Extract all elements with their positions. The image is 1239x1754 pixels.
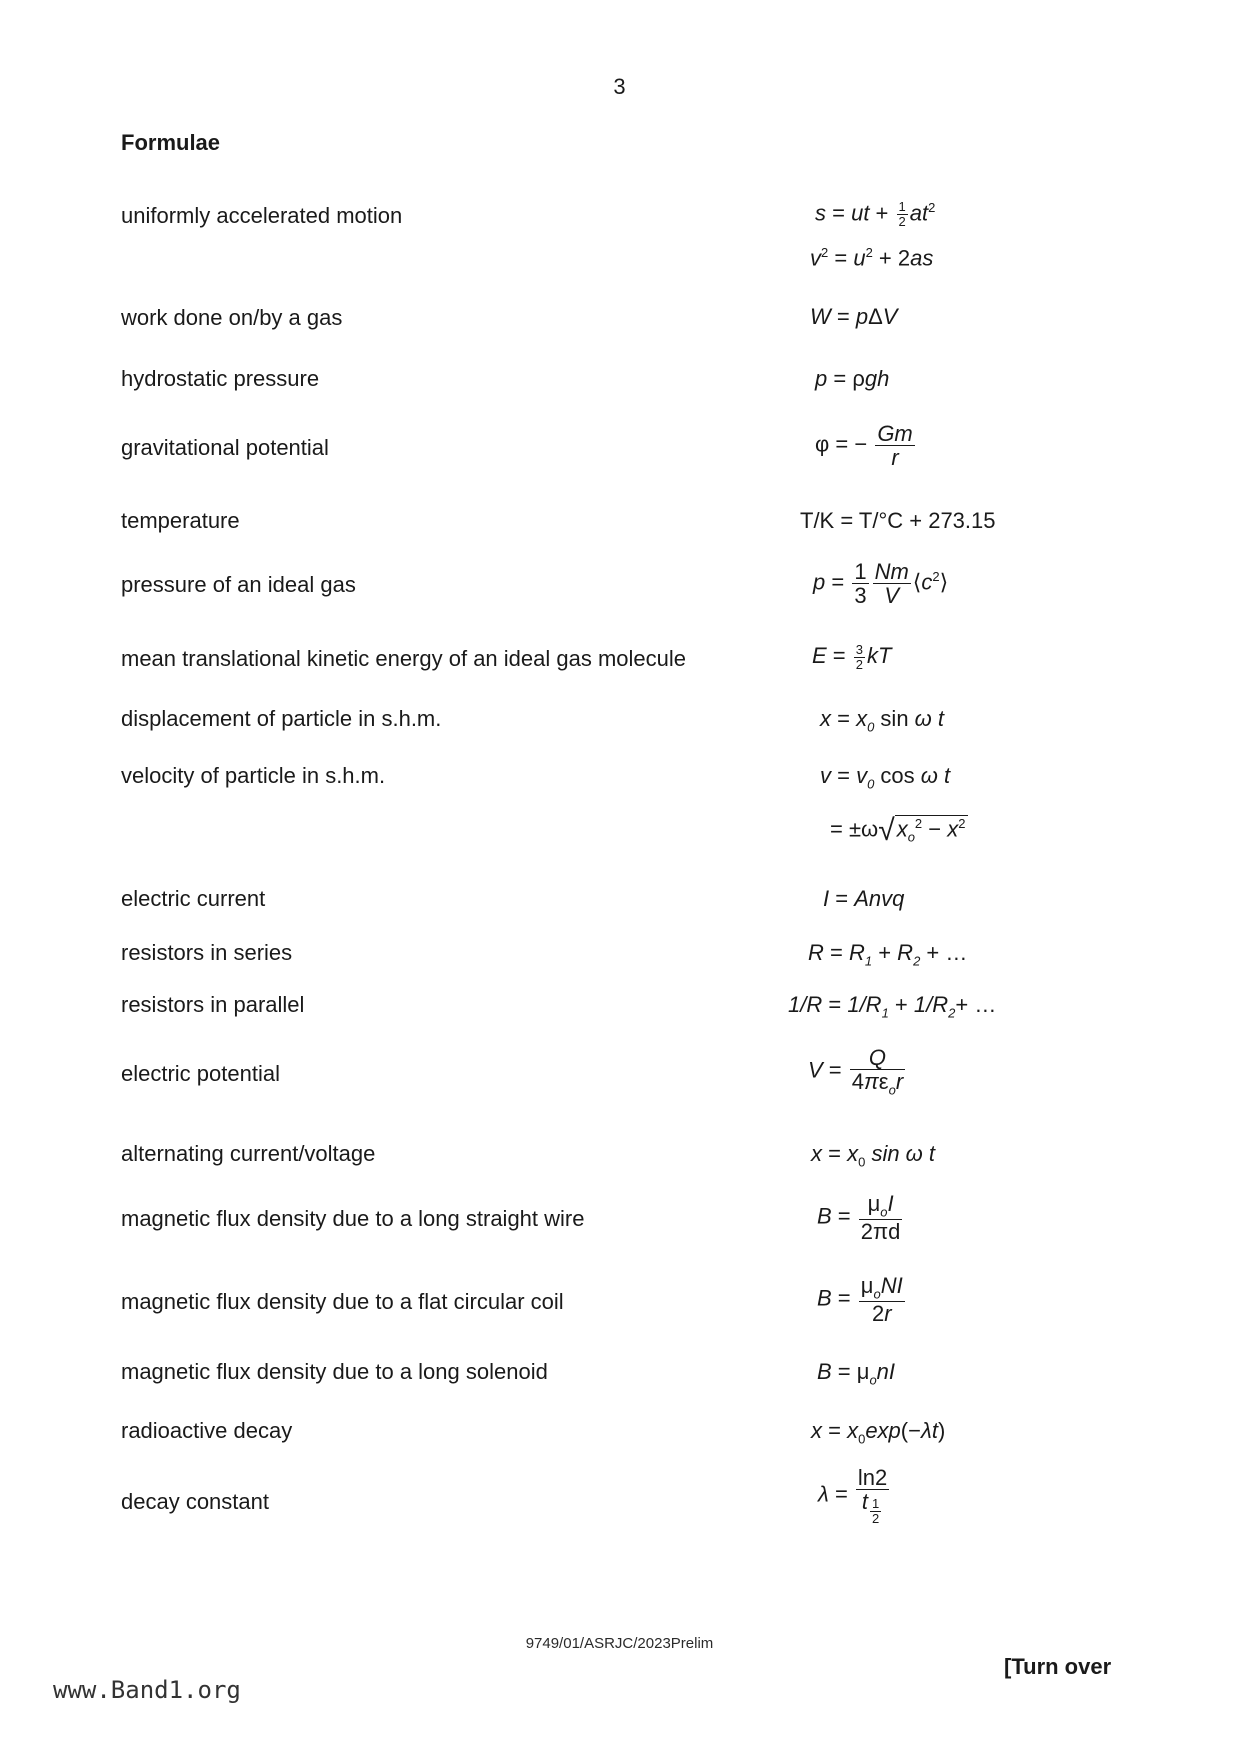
formula-v-squared: $v^2 = u^2 + 2as$ — [810, 245, 934, 271]
formula-hydrostatic: p = ρgh — [815, 366, 890, 391]
label-resistors-parallel: resistors in parallel — [121, 992, 305, 1017]
label-resistors-series: resistors in series — [121, 940, 293, 965]
half-life-sub-num: 1 — [872, 1495, 880, 1511]
label-displacement-shm: displacement of particle in s.h.m. — [121, 706, 442, 731]
label-velocity-shm: velocity of particle in s.h.m. — [121, 763, 386, 788]
formula-resistors-parallel: $1/R = 1/R_1 + 1/R_2+$ … — [788, 992, 997, 1021]
formula-velocity-shm: $v = v_0$ cos ω t — [820, 763, 951, 792]
formula-alternating-current: $x = x_0$ sin ω t — [811, 1141, 936, 1170]
formula-temperature: T/K = T/°C + 273.15 — [800, 508, 996, 533]
formula-mean-kinetic-energy: E = $\frac{3}{2}$ kT — [812, 642, 892, 672]
label-b-long-solenoid: magnetic flux density due to a long solenoid — [121, 1359, 548, 1384]
page-number: 3 — [613, 74, 626, 99]
turn-over-label: [Turn over — [1004, 1654, 1112, 1679]
label-gravitational-potential: gravitational potential — [121, 435, 329, 460]
three-halves-denominator: 2 — [855, 656, 863, 672]
formula-resistors-series: $R = R_1 + R_2$ + … — [808, 940, 968, 969]
formula-decay-constant: λ = ln2 t $_{\frac{1}{2}}$ — [818, 1465, 888, 1526]
label-b-flat-circular-coil: magnetic flux density due to a flat circular coil — [121, 1289, 564, 1314]
ln2-numerator: ln2 — [857, 1465, 888, 1490]
formula-velocity-shm-root: = $\pm\omega√x_o^2 - x^2$ — [830, 815, 968, 846]
third-denominator: 3 — [854, 583, 867, 609]
formula-electric-current: I = Anvq — [823, 886, 905, 911]
formula-pressure-ideal-gas: p = $\frac{1}{3}$ $\frac{Nm}{V}$ $⟨c^2⟩$ — [813, 559, 949, 609]
label-hydrostatic-pressure: hydrostatic pressure — [121, 366, 320, 391]
label-b-long-straight-wire: magnetic flux density due to a long straight wire — [121, 1206, 585, 1231]
label-uniformly-accelerated-motion: uniformly accelerated motion — [121, 203, 403, 228]
half-life-sub-den: 2 — [872, 1510, 880, 1526]
label-pressure-ideal-gas: pressure of an ideal gas — [121, 572, 356, 597]
formula-b-long-solenoid: $B = \mu_onI$ — [817, 1359, 896, 1388]
formulae-heading: Formulae — [121, 130, 221, 155]
exam-paper-code: 9749/01/ASRJC/2023Prelim — [525, 1635, 714, 1652]
formula-b-long-straight-wire: B = $\frac{\mu_oI}{2\pi d}$ — [817, 1191, 901, 1245]
formula-work-done: W = pΔV — [810, 304, 898, 329]
label-electric-potential: electric potential — [121, 1061, 280, 1086]
label-work-done-gas: work done on/by a gas — [121, 305, 343, 330]
formula-b-flat-circular-coil: B = $\frac{\mu_oNI}{2r}$ — [817, 1273, 903, 1327]
label-alternating-current: alternating current/voltage — [121, 1141, 376, 1166]
three-halves-numerator: 3 — [855, 642, 863, 658]
third-numerator: 1 — [854, 559, 867, 584]
website-watermark: www.Band1.org — [53, 1676, 241, 1704]
label-temperature: temperature — [121, 508, 240, 533]
two-pi-d: 2πd — [860, 1219, 901, 1245]
formula-gravitational-potential: φ = − $\frac{Gm}{r}$ — [815, 421, 913, 471]
label-electric-current: electric current — [121, 886, 266, 911]
label-radioactive-decay: radioactive decay — [121, 1418, 293, 1443]
formula-electric-potential: V = $\frac{Q}{4\pi\varepsilon_or}$ — [808, 1045, 904, 1098]
formula-s-equation: s = ut + $\frac{1}{2}$ $at^2$ — [815, 199, 936, 230]
half-numerator: 1 — [898, 199, 906, 215]
label-mean-kinetic-energy: mean translational kinetic energy of an ideal gas molecule — [121, 646, 686, 671]
formula-radioactive-decay: $x = x_0\exp(-\lambda t)$ — [811, 1418, 946, 1447]
series-ellipsis: + … — [926, 940, 968, 965]
formula-displacement-shm: $x = x_0$ sin ω t — [820, 706, 945, 735]
half-denominator: 2 — [898, 214, 906, 230]
label-decay-constant: decay constant — [121, 1489, 269, 1514]
parallel-ellipsis: + … — [955, 992, 997, 1017]
